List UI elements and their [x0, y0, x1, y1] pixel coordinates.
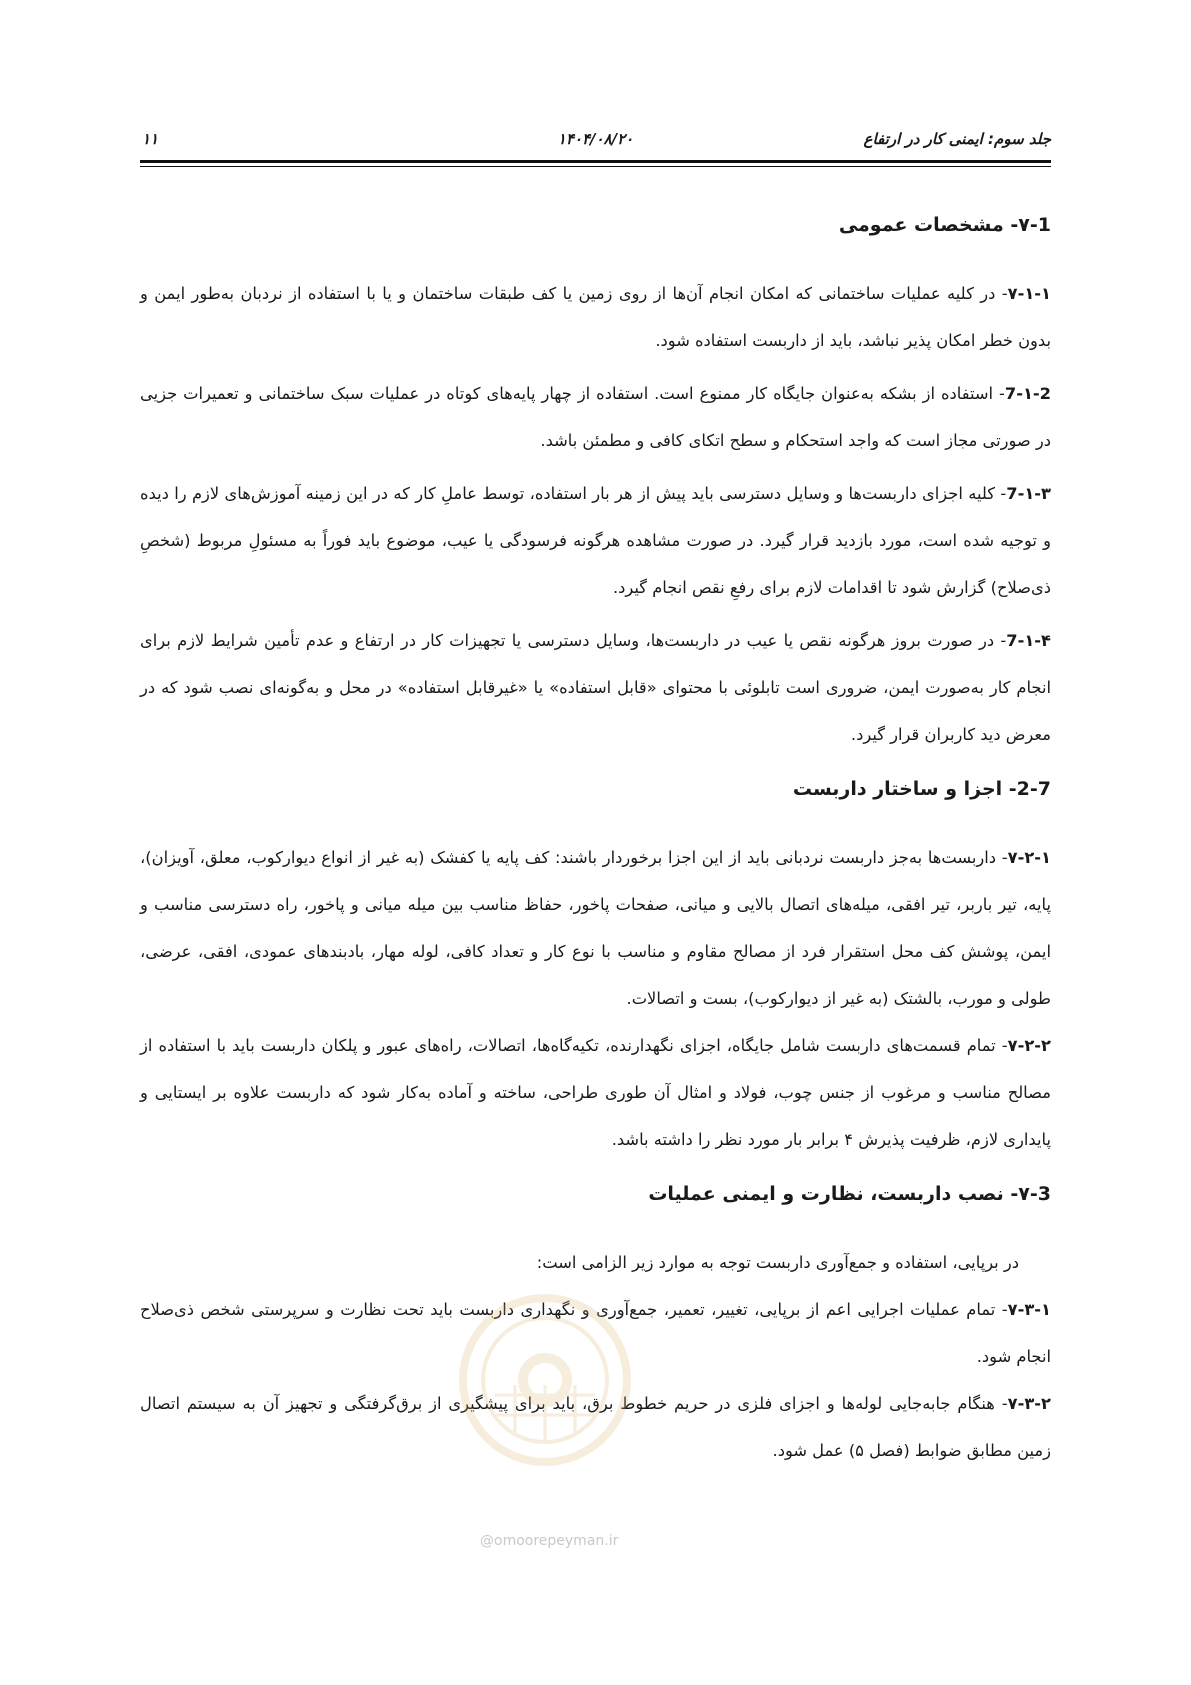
clause-text: در صورت بروز هرگونه نقص یا عیب در داربست‌ها، وسایل دسترسی یا تجهیزات کار در ارتفاع و عدم تأمین شرایط لازم برای انجام کار به‌صورت ایمن، ضروری است تابلوئی با محتوای «قابل استفاده» یا «غیرقابل استفاده» در محل و به‌گونه‌ای نصب شود که در معرض دید کاربران قرار گیرد. — [140, 631, 1051, 744]
paragraph-2-1 — [140, 834, 1051, 1022]
clause-number: ۷-۲-۲ — [1007, 1036, 1051, 1055]
clause-text: تمام عملیات اجرایی اعم از برپایی، تغییر، تعمیر، جمع‌آوری و نگهداری داربست باید تحت نظارت و سرپرستی شخص ذی‌صلاح انجام شود. — [140, 1300, 1051, 1366]
section-heading-1: ۷-1- مشخصات عمومی — [838, 214, 1051, 236]
paragraph-1-1 — [140, 270, 1051, 364]
clause-separator: - — [995, 484, 1007, 503]
clause-separator: - — [993, 384, 1005, 403]
clause-text: هنگام جابه‌جایی لوله‌ها و اجزای فلزی در حریم خطوط برق، باید برای پیشگیری از برق‌گرفتگی و تجهیز آن به سیستم اتصال زمین مطابق ضوابط (فصل ۵) عمل شود. — [140, 1394, 1051, 1460]
watermark-text: @omoorepeyman.ir — [480, 1533, 619, 1549]
page-header — [140, 130, 1051, 156]
paragraph-2-2 — [140, 1022, 1051, 1163]
header-date: ۱۴۰۴/۰۸/۲۰ — [557, 130, 634, 148]
paragraph-1-4 — [140, 617, 1051, 758]
clause-separator: - — [995, 1036, 1008, 1055]
paragraph-1-2 — [140, 370, 1051, 464]
clause-number: 7-۱-۴ — [1006, 631, 1051, 650]
clause-number: ۷-۳-۲ — [1007, 1394, 1051, 1413]
header-rule-thick — [140, 160, 1051, 163]
clause-text: تمام قسمت‌های داربست شامل جایگاه، اجزای نگهدارنده، تکیه‌گاه‌ها، اتصالات، راه‌های عبور و پلکان داربست باید با استفاده از مصالح مناسب و مرغوب از جنس چوب، فولاد و امثال آن طوری طراحی، ساخته و آماده به‌کار شود که داربست علاوه بر ایستایی و پایداری لازم، ظرفیت پذیرش ۴ برابر بار مورد نظر را داشته باشد. — [140, 1036, 1051, 1149]
clause-number: 7-۱-2 — [1004, 384, 1051, 403]
section-heading-2: 2-7- اجزا و ساختار داربست — [792, 778, 1051, 800]
clause-separator: - — [994, 1394, 1008, 1413]
clause-number: 7-۱-۳ — [1006, 484, 1051, 503]
watermark-logo — [455, 1285, 635, 1475]
page-number: ۱۱ — [142, 130, 159, 148]
clause-number: ۷-۳-۱ — [1007, 1300, 1051, 1319]
section-heading-3: ۷-3- نصب داربست، نظارت و ایمنی عملیات — [648, 1183, 1051, 1205]
clause-separator: - — [995, 1300, 1008, 1319]
clause-text: داربست‌ها به‌جز داربست نردبانی باید از این اجزا برخوردار باشند: کف پایه یا کفشک (به غیر از انواع دیوارکوب، معلق، آویزان)، پایه، تیر باربر، تیر افقی، میله‌های اتصال بالایی و میانی، صفحات پاخور، حفاظ مناسب بین میله میانی و پاخور، راه دسترسی مناسب و ایمن، پوشش کف محل استقرار فرد از مصالح مقاوم و مناسب با نوع کار و تعداد کافی، لوله مهار، بادبندهای عمودی، افقی، عرضی، طولی و مورب، بالشتک (به غیر از دیوارکوب)، بست و اتصالات. — [140, 848, 1051, 1008]
clause-separator: - — [994, 631, 1007, 650]
header-title: جلد سوم: ایمنی کار در ارتفاع — [863, 130, 1051, 148]
header-rule-thin — [140, 166, 1051, 167]
paragraph-1-3 — [140, 470, 1051, 611]
clause-separator: - — [995, 284, 1008, 303]
clause-text: استفاده از بشکه به‌عنوان جایگاه کار ممنوع است. استفاده از چهار پایه‌های کوتاه در عملیات سبک ساختمانی و تعمیرات جزیی در صورتی مجاز است که واجد استحکام و سطح اتکای کافی و مطمئن باشد. — [140, 384, 1051, 450]
clause-number: ۷-۱-۱ — [1007, 284, 1051, 303]
clause-text: کلیه اجزای داربست‌ها و وسایل دسترسی باید پیش از هر بار استفاده، توسط عاملِ کار که در این زمینه آموزش‌های لازم را دیده و توجیه شده است، مورد بازدید قرار گیرد. در صورت مشاهده هرگونه فرسودگی یا عیب، موضوع باید فوراً به مسئولِ مربوط (شخصِ ذی‌صلاح) گزارش شود تا اقدامات لازم برای رفعِ نقص انجام گیرد. — [140, 484, 1051, 597]
clause-text: در کلیه عملیات ساختمانی که امکان انجام آن‌ها از روی زمین یا کف طبقات ساختمان و یا با استفاده از نردبان به‌طور ایمن و بدون خطر امکان پذیر نباشد، باید از داربست استفاده شود. — [140, 284, 1051, 350]
section-intro: در برپایی، استفاده و جمع‌آوری داربست توجه به موارد زیر الزامی است: — [536, 1253, 1019, 1272]
clause-separator: - — [996, 848, 1008, 867]
clause-number: ۷-۲-۱ — [1007, 848, 1051, 867]
